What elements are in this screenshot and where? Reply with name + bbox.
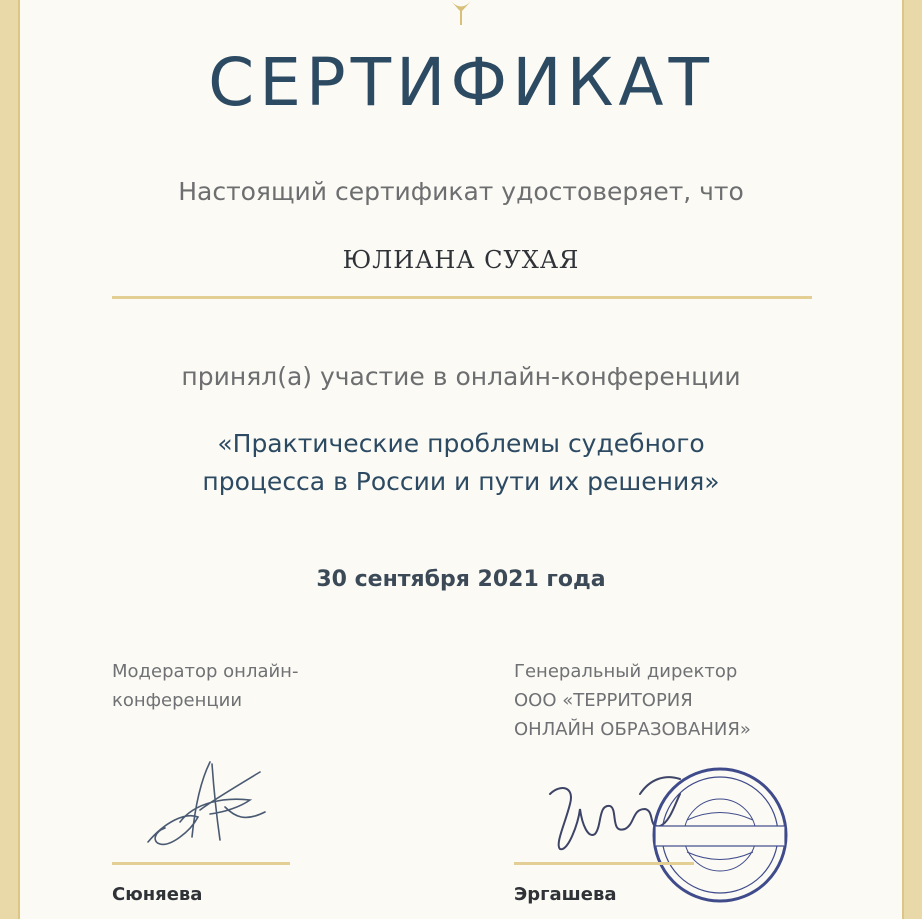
role-line: ОНЛАЙН ОБРАЗОВАНИЯ» xyxy=(514,719,751,740)
conference-title-line: «Практические проблемы судебного xyxy=(217,429,705,458)
director-role xyxy=(514,657,854,744)
company-stamp-icon xyxy=(625,760,790,910)
role-line: ООО «ТЕРРИТОРИЯ xyxy=(514,690,693,711)
conference-date: 30 сентября 2021 года xyxy=(316,567,606,592)
director-name: Эргашева xyxy=(514,884,617,905)
moderator-role xyxy=(112,657,402,715)
certificate-title: СЕРТИФИКАТ xyxy=(208,44,714,121)
certificate-subtitle: Настоящий сертификат удостоверяет, что xyxy=(178,177,744,206)
role-line: Модератор онлайн- xyxy=(112,661,299,682)
divider-line xyxy=(112,296,812,299)
moderator-signature-icon xyxy=(140,752,280,857)
signature-line-right xyxy=(514,862,694,865)
conference-title-line: процесса в России и пути их решения» xyxy=(202,467,720,496)
recipient-name: ЮЛИАНА СУХАЯ xyxy=(342,246,580,274)
role-line: Генеральный директор xyxy=(514,661,738,682)
signature-line-left xyxy=(112,862,290,865)
conference-title xyxy=(0,425,922,501)
top-ornament-icon xyxy=(449,0,473,26)
participation-text: принял(а) участие в онлайн-конференции xyxy=(181,362,741,391)
moderator-name: Сюняева xyxy=(112,884,203,905)
role-line: конференции xyxy=(112,690,243,711)
